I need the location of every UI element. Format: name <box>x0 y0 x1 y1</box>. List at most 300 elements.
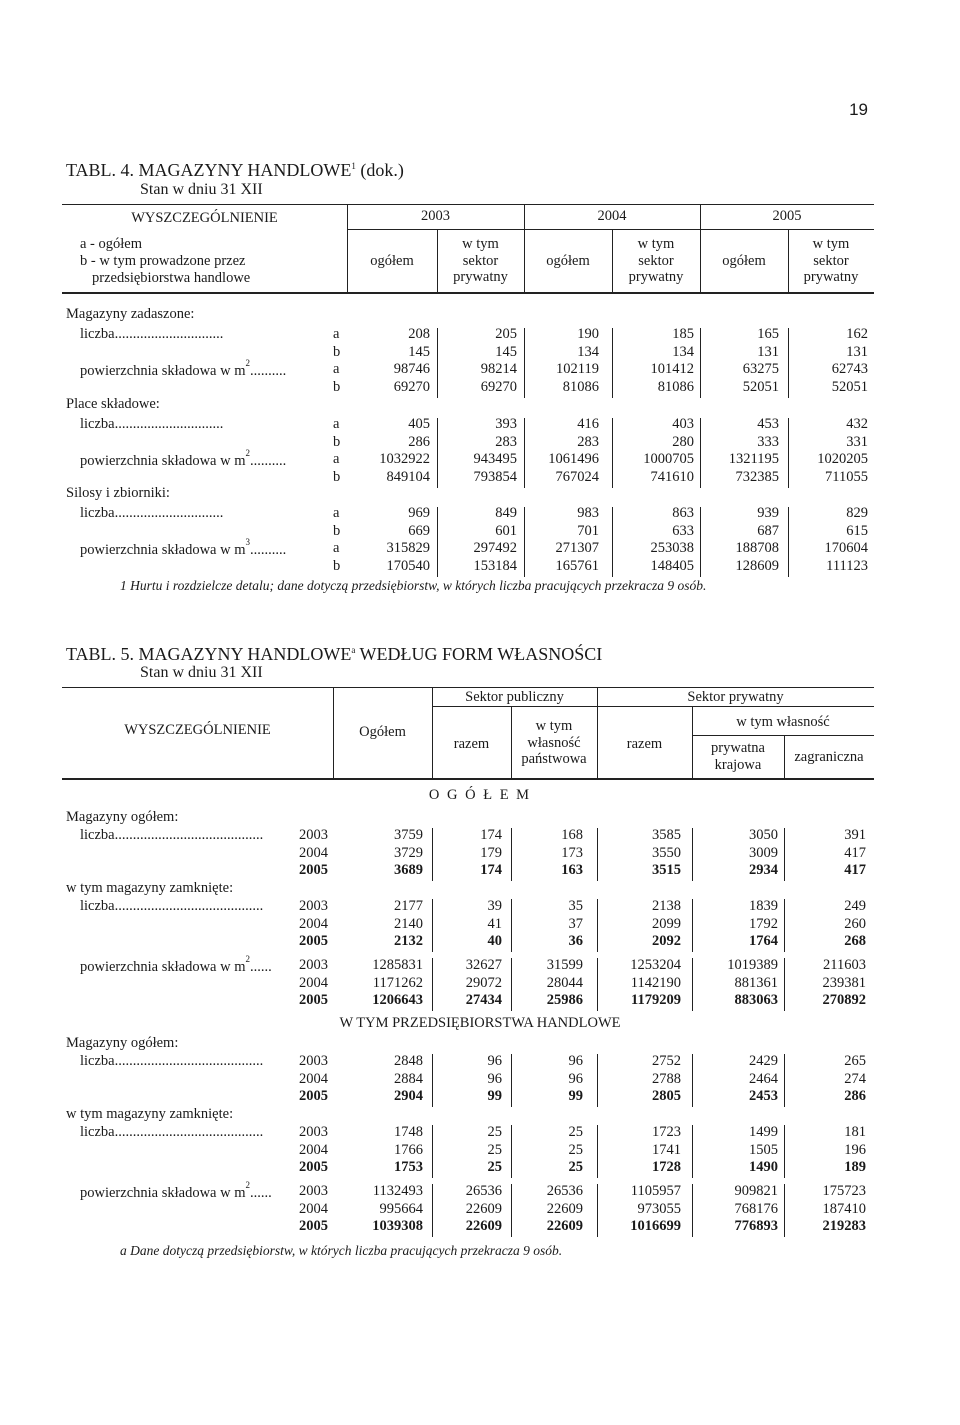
table-cell: 22609 <box>546 1218 583 1234</box>
table-cell: 1000705 <box>643 451 694 467</box>
table-cell: 153184 <box>473 557 517 574</box>
table-cell: 939 <box>757 505 779 521</box>
table-cell: 2464 <box>749 1070 778 1087</box>
table-cell: 39 <box>487 898 502 914</box>
t5-body-vline <box>597 958 598 1011</box>
table-cell: 331 <box>846 433 868 450</box>
table-cell: 99 <box>487 1088 502 1104</box>
table-cell: 601 <box>495 522 517 539</box>
legend-b: b - w tym prowadzone przez <box>80 253 246 269</box>
table-cell: 2904 <box>394 1088 423 1104</box>
year-label: 2005 <box>299 1218 328 1234</box>
t5-body-vline <box>432 828 433 881</box>
table-cell: 391 <box>844 827 866 843</box>
ab-marker: b <box>333 343 341 360</box>
table-cell: 863 <box>672 505 694 521</box>
table-cell: 3729 <box>394 844 423 861</box>
table-cell: 883063 <box>734 992 778 1008</box>
year-label: 2005 <box>299 862 328 878</box>
table5-ownership-rule <box>692 735 874 736</box>
table-cell: 22609 <box>546 1200 583 1217</box>
table-cell: 1016699 <box>630 1218 681 1234</box>
t4-body-vline <box>524 507 525 577</box>
header-razem-pryw: razem <box>626 736 663 752</box>
header-zagraniczna: zagraniczna <box>794 749 864 765</box>
table-cell: 165761 <box>555 557 599 574</box>
table-cell: 973055 <box>637 1200 681 1217</box>
row-label <box>80 827 263 844</box>
table-cell: 2788 <box>652 1070 681 1087</box>
table-cell: 96 <box>487 1053 502 1069</box>
table-cell: 701 <box>577 522 599 539</box>
year-label: 2004 <box>299 915 328 932</box>
ab-marker: b <box>333 433 341 450</box>
col-wtym-line: prywatny <box>803 269 859 285</box>
table-cell: 181 <box>844 1124 866 1140</box>
t4-body-vline <box>788 328 789 398</box>
t5-body-vline <box>784 1184 785 1237</box>
t4-body-vline <box>612 507 613 577</box>
t4-body-vline <box>437 507 438 577</box>
t4-body-vline <box>700 328 701 398</box>
group-title: Silosy i zbiorniki: <box>66 485 170 501</box>
table-cell: 1499 <box>749 1124 778 1140</box>
table-cell: 131 <box>846 343 868 360</box>
t4-body-vline <box>788 507 789 577</box>
table-cell: 1171262 <box>372 974 423 991</box>
year-label: 2004 <box>299 1200 328 1217</box>
group-title: Magazyny ogółem: <box>66 809 179 825</box>
table-cell: 162 <box>846 326 868 342</box>
col-wtym-sektor-prywatny <box>437 236 524 286</box>
row-label <box>80 898 263 915</box>
table-cell: 26536 <box>465 1183 502 1199</box>
year-header: 2003 <box>421 208 450 224</box>
col-ogolem: ogółem <box>546 253 590 269</box>
table-cell: 25 <box>487 1124 502 1140</box>
table-cell: 333 <box>757 433 779 450</box>
table-cell: 405 <box>408 416 430 432</box>
row-label <box>80 954 272 976</box>
table-cell: 297492 <box>473 540 517 556</box>
t4-body-vline <box>612 328 613 398</box>
table-cell: 96 <box>568 1070 583 1087</box>
table5-header-rule <box>62 778 874 780</box>
table-cell: 3759 <box>394 827 423 843</box>
t5-body-vline <box>692 1125 693 1178</box>
leader-dots: ......................................... <box>114 1124 264 1140</box>
table-cell: 175723 <box>822 1183 866 1199</box>
table-cell: 253038 <box>650 540 694 556</box>
row-label-text: powierzchnia składowa w m <box>80 541 246 558</box>
t5-body-vline <box>511 1125 512 1178</box>
table-cell: 1766 <box>394 1141 423 1158</box>
t4-body-vline <box>788 418 789 488</box>
table-cell: 2092 <box>652 933 681 949</box>
t5-body-vline <box>597 1125 598 1178</box>
t4-body-vline <box>437 418 438 488</box>
group-title: w tym magazyny zamknięte: <box>66 1106 234 1122</box>
ab-marker: a <box>333 505 340 521</box>
table5-footnote: a Dane dotyczą przedsiębiorstw, w których liczba pracujących przekracza 9 osób. <box>120 1243 563 1258</box>
leader-dots: .......... <box>250 452 287 469</box>
leader-dots: .............................. <box>114 416 224 432</box>
t5-body-vline <box>784 958 785 1011</box>
table-cell: 25 <box>568 1124 583 1140</box>
t5-body-vline <box>597 1184 598 1237</box>
table-cell: 63275 <box>742 361 779 377</box>
table-cell: 393 <box>495 416 517 432</box>
row-label-text: liczba <box>80 827 115 843</box>
leader-dots: .......... <box>250 362 287 379</box>
t5-body-vline <box>692 828 693 881</box>
section-title: O G Ó Ł E M <box>428 787 532 803</box>
t5-body-vline <box>511 828 512 881</box>
table-cell: 22609 <box>465 1218 502 1234</box>
table-cell: 1142190 <box>630 974 681 991</box>
year-label: 2003 <box>299 1053 328 1069</box>
table-cell: 268 <box>844 933 866 949</box>
year-label: 2003 <box>299 1124 328 1140</box>
table-cell: 29072 <box>465 974 502 991</box>
table-cell: 909821 <box>734 1183 778 1199</box>
table-cell: 417 <box>844 862 866 878</box>
t5-body-vline <box>432 1125 433 1178</box>
table-cell: 3050 <box>749 827 778 843</box>
table-cell: 174 <box>480 862 502 878</box>
table4-footnote: 1 Hurtu i rozdzielcze detalu; dane dotyczą przedsiębiorstw, w których liczba pracujących przekracza 9 osób. <box>120 578 707 593</box>
table-cell: 25 <box>568 1141 583 1158</box>
table-cell: 669 <box>408 522 430 539</box>
year-label: 2004 <box>299 1141 328 1158</box>
table-cell: 1792 <box>749 915 778 932</box>
table-cell: 25986 <box>546 992 583 1008</box>
table-cell: 3009 <box>749 844 778 861</box>
table4-top-rule <box>62 204 874 205</box>
table-cell: 2934 <box>749 862 778 878</box>
table-cell: 767024 <box>555 468 599 485</box>
table-cell: 995664 <box>379 1200 423 1217</box>
t5-body-vline <box>692 899 693 952</box>
row-label <box>80 505 223 522</box>
table-cell: 168 <box>561 827 583 843</box>
unit-superscript: 2 <box>245 1180 250 1190</box>
table-cell: 26536 <box>546 1183 583 1199</box>
table-cell: 983 <box>577 505 599 521</box>
table-cell: 36 <box>568 933 583 949</box>
col-wtym-line: w tym <box>462 236 499 252</box>
table-cell: 1741 <box>652 1141 681 1158</box>
t5-body-vline <box>784 1125 785 1178</box>
t4-body-vline <box>524 418 525 488</box>
leader-dots: .............................. <box>114 505 224 521</box>
table-cell: 1179209 <box>631 992 681 1008</box>
ab-marker: b <box>333 468 341 485</box>
table5-title: TABL. 5. MAGAZYNY HANDLOWE$^a$ WEDŁUG FORM WŁASNOŚCI <box>66 644 603 664</box>
row-label-text: liczba <box>80 326 115 342</box>
table-cell: 188708 <box>735 540 779 556</box>
year-label: 2005 <box>299 933 328 949</box>
t4-body-vline <box>437 328 438 398</box>
table-cell: 943495 <box>473 451 517 467</box>
year-label: 2004 <box>299 1070 328 1087</box>
table-cell: 849 <box>495 505 517 521</box>
year-label: 2005 <box>299 1088 328 1104</box>
table-cell: 2453 <box>749 1088 778 1104</box>
table-cell: 205 <box>495 326 517 342</box>
table-cell: 280 <box>672 433 694 450</box>
table5-top-rule <box>62 687 874 688</box>
col-ogolem: ogółem <box>370 253 414 269</box>
t5-body-vline <box>784 828 785 881</box>
table5-header-first: WYSZCZEGÓLNIENIE <box>124 722 271 738</box>
t5-body-vline <box>597 899 598 952</box>
leader-dots: .......... <box>250 541 287 558</box>
table-cell: 1105957 <box>630 1183 681 1199</box>
table-cell: 99 <box>568 1088 583 1104</box>
ab-marker: a <box>333 361 340 377</box>
table-cell: 163 <box>561 862 583 878</box>
year-label: 2003 <box>299 827 328 843</box>
year-label: 2004 <box>299 974 328 991</box>
year-label: 2003 <box>299 957 328 973</box>
t5-body-vline <box>432 1184 433 1237</box>
table-cell: 148405 <box>650 557 694 574</box>
table-cell: 283 <box>495 433 517 450</box>
table-cell: 768176 <box>734 1200 778 1217</box>
table-cell: 25 <box>487 1141 502 1158</box>
t4-body-vline <box>700 507 701 577</box>
table-cell: 96 <box>568 1053 583 1069</box>
table-cell: 81086 <box>562 378 599 395</box>
table-cell: 35 <box>568 898 583 914</box>
table-cell: 283 <box>577 433 599 450</box>
row-label-text: liczba <box>80 1124 115 1140</box>
leader-dots: .............................. <box>114 326 224 342</box>
table-cell: 211603 <box>823 957 866 973</box>
year-label: 2004 <box>299 844 328 861</box>
leader-dots: ......................................... <box>114 1053 264 1069</box>
table-cell: 271307 <box>555 540 599 556</box>
table-cell: 102119 <box>556 361 599 377</box>
ab-marker: a <box>333 451 340 467</box>
table4-subtitle: Stan w dniu 31 XII <box>140 181 263 198</box>
table-cell: 32627 <box>465 957 502 973</box>
col-wtym-sektor-prywatny <box>612 236 700 286</box>
ab-marker: a <box>333 416 340 432</box>
ab-marker: a <box>333 540 340 556</box>
table-cell: 1032922 <box>379 451 430 467</box>
table-cell: 416 <box>577 416 599 432</box>
table-cell: 265 <box>844 1053 866 1069</box>
table-cell: 40 <box>487 933 502 949</box>
table-cell: 2752 <box>652 1053 681 1069</box>
unit-superscript: 2 <box>245 358 250 368</box>
row-label <box>80 358 287 380</box>
col-wtym-line: sektor <box>462 252 499 269</box>
row-label <box>80 416 223 433</box>
table-cell: 69270 <box>393 378 430 395</box>
header-ogolem: Ogółem <box>359 724 406 740</box>
table-cell: 286 <box>844 1088 866 1104</box>
table-cell: 1285831 <box>372 957 423 973</box>
table-cell: 165 <box>757 326 779 342</box>
table-cell: 98214 <box>480 361 517 377</box>
year-label: 2005 <box>299 1159 328 1175</box>
table-cell: 111123 <box>826 557 868 574</box>
table-cell: 741610 <box>650 468 694 485</box>
table-cell: 81086 <box>657 378 694 395</box>
table-cell: 249 <box>844 898 866 914</box>
t5-body-vline <box>784 1054 785 1107</box>
table-cell: 134 <box>672 343 694 360</box>
table-cell: 615 <box>846 522 868 539</box>
table-cell: 403 <box>672 416 694 432</box>
table-cell: 633 <box>672 522 694 539</box>
table-cell: 98746 <box>393 361 430 377</box>
table4-title: TABL. 4. MAGAZYNY HANDLOWE$^1$ (dok.) <box>66 160 404 180</box>
table-cell: 22609 <box>465 1200 502 1217</box>
row-label-text: liczba <box>80 505 115 521</box>
table-cell: 174 <box>480 827 502 843</box>
col-wtym-line: prywatny <box>453 269 508 285</box>
table-cell: 2884 <box>394 1070 423 1087</box>
table-cell: 849104 <box>386 468 430 485</box>
table-cell: 2138 <box>652 898 681 914</box>
table-cell: 41 <box>487 915 502 932</box>
table-cell: 3689 <box>394 862 423 878</box>
col-ogolem: ogółem <box>722 253 766 269</box>
row-label-text: powierzchnia składowa w m <box>80 452 246 469</box>
row-label-text: liczba <box>80 1053 115 1069</box>
table-cell: 3585 <box>652 827 681 843</box>
table5-sector-rule <box>432 706 874 707</box>
legend-a: a - ogółem <box>80 236 143 252</box>
table-cell: 1206643 <box>372 992 423 1008</box>
table-cell: 3515 <box>652 862 681 878</box>
table5-subtitle: Stan w dniu 31 XII <box>140 664 263 681</box>
table-cell: 270892 <box>822 992 866 1008</box>
col-wtym-line: w tym <box>812 236 850 252</box>
year-label: 2003 <box>299 898 328 914</box>
table-cell: 1061496 <box>548 451 599 467</box>
table4-header-rule <box>62 292 874 294</box>
table-cell: 969 <box>408 505 430 521</box>
table-cell: 189 <box>844 1159 866 1175</box>
table-cell: 145 <box>495 343 517 360</box>
table-cell: 286 <box>408 433 430 450</box>
t5-body-vline <box>692 1184 693 1237</box>
col-wtym-sektor-prywatny <box>788 236 874 286</box>
year-label: 2005 <box>299 992 328 1008</box>
t5-body-vline <box>432 1054 433 1107</box>
ab-marker: b <box>333 557 341 574</box>
table4-header-first: WYSZCZEGÓLNIENIE <box>131 210 278 226</box>
table-cell: 2140 <box>394 915 423 932</box>
table-cell: 1764 <box>749 933 778 949</box>
table-cell: 179 <box>480 844 502 861</box>
ab-marker: b <box>333 522 341 539</box>
table-cell: 881361 <box>734 974 778 991</box>
row-label-text: powierzchnia składowa w m <box>80 1184 246 1201</box>
table-cell: 2132 <box>394 933 423 949</box>
table-cell: 1723 <box>652 1124 681 1140</box>
t5-body-vline <box>692 1054 693 1107</box>
col-wtym-line: prywatny <box>628 269 684 285</box>
table4-year-rule <box>347 229 874 230</box>
section-title: W TYM PRZEDSIĘBIORSTWA HANDLOWE <box>339 1015 621 1031</box>
table-cell: 1753 <box>394 1159 423 1175</box>
table-cell: 101412 <box>650 361 694 377</box>
page-number: 19 <box>849 100 868 119</box>
table-cell: 1019389 <box>727 957 778 973</box>
col-wtym-line: w tym <box>637 236 675 252</box>
row-label <box>80 1053 263 1070</box>
year-header: 2004 <box>597 208 627 224</box>
table-cell: 776893 <box>734 1218 778 1234</box>
header-wtym-wlasnosc: w tym własność <box>736 714 830 730</box>
t5-body-vline <box>511 958 512 1011</box>
table-cell: 2429 <box>749 1053 778 1069</box>
t5-body-vline <box>597 828 598 881</box>
col-wtym-line: sektor <box>813 252 849 269</box>
row-label-text: liczba <box>80 898 115 914</box>
table-cell: 2805 <box>652 1088 681 1104</box>
table-cell: 25 <box>487 1159 502 1175</box>
t5-body-vline <box>432 899 433 952</box>
table-cell: 37 <box>568 915 583 932</box>
table-cell: 1748 <box>394 1124 423 1140</box>
table-cell: 128609 <box>735 557 779 574</box>
group-title: Magazyny zadaszone: <box>66 306 195 322</box>
table-cell: 274 <box>844 1070 866 1087</box>
ab-marker: a <box>333 326 340 342</box>
table-cell: 1728 <box>652 1159 681 1175</box>
table-cell: 134 <box>577 343 599 360</box>
table-cell: 31599 <box>546 957 583 973</box>
unit-superscript: 3 <box>245 537 250 547</box>
col-wtym-line: sektor <box>638 252 674 269</box>
table-cell: 239381 <box>822 974 866 991</box>
year-header: 2005 <box>772 208 802 224</box>
t5-body-vline <box>511 1184 512 1237</box>
table-cell: 170540 <box>386 557 430 574</box>
t5-body-vline <box>511 899 512 952</box>
header-prywatna-krajowa: prywatna krajowa <box>711 740 765 773</box>
ab-marker: b <box>333 378 341 395</box>
header-sektor-prywatny: Sektor prywatny <box>687 689 784 705</box>
table-cell: 96 <box>487 1070 502 1087</box>
row-label <box>80 1124 263 1141</box>
leader-dots: ......................................... <box>114 827 264 843</box>
t5-body-vline <box>784 899 785 952</box>
table-cell: 453 <box>757 416 779 432</box>
t5-body-vline <box>511 1054 512 1107</box>
t5-body-vline <box>597 1054 598 1107</box>
table-cell: 52051 <box>742 378 779 395</box>
table-cell: 1253204 <box>630 957 681 973</box>
table-cell: 793854 <box>473 468 517 485</box>
header-wtym-panstwowa: w tym własność państwowa <box>521 718 587 767</box>
row-label-text: powierzchnia składowa w m <box>80 362 246 379</box>
table-cell: 196 <box>844 1141 866 1158</box>
table-cell: 190 <box>577 326 599 342</box>
table-cell: 1505 <box>749 1141 778 1158</box>
unit-superscript: 2 <box>245 448 250 458</box>
t4-body-vline <box>524 328 525 398</box>
t4-body-vline <box>700 418 701 488</box>
table-cell: 2099 <box>652 915 681 932</box>
